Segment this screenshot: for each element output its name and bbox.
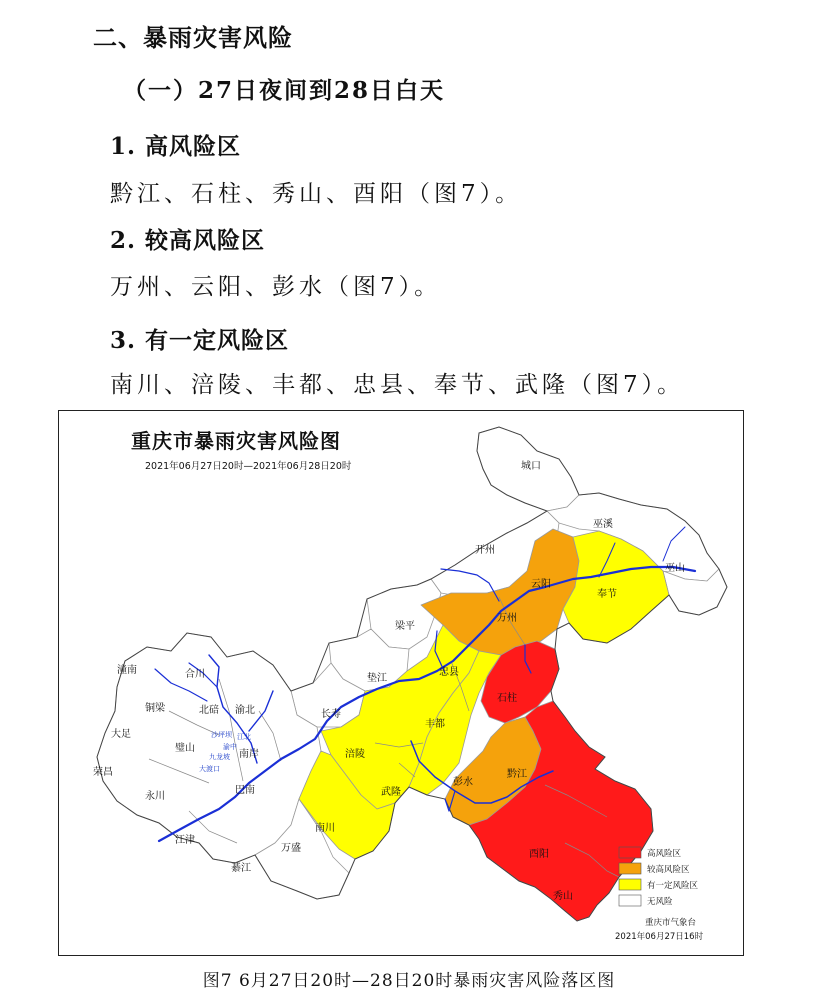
label-qianjiang: 黔江: [507, 769, 527, 780]
label-xiushan: 秀山: [553, 891, 573, 902]
legend-swatch-none: [619, 895, 641, 906]
credit-time: 2021年06月27日16时: [615, 932, 704, 942]
label-chengkou: 城口: [521, 461, 541, 472]
legend-label-high: 高风险区: [647, 849, 682, 859]
label-fengjie: 奉节: [597, 589, 617, 600]
label-yubei: 渝北: [235, 705, 255, 716]
label-beibei: 北碚: [199, 705, 219, 716]
risk-areas-some: 南川、涪陵、丰都、忠县、奉节、武隆（图7）。: [110, 372, 685, 398]
label-zhongxian: 忠县: [439, 667, 459, 678]
subsection-heading: （一）27日夜间到28日白天: [123, 77, 446, 104]
risk-heading-high: 1. 高风险区: [110, 133, 242, 160]
risk-map: [58, 410, 744, 956]
label-fengdu: 丰都: [425, 719, 445, 730]
label-liangping: 梁平: [395, 621, 415, 632]
label-kaizhou: 开州: [475, 545, 495, 556]
figure-caption: 图7 6月27日20时—28日20时暴雨灾害风险落区图: [202, 971, 616, 991]
label-dianjiang: 垫江: [367, 673, 387, 684]
label-tongnan: 潼南: [117, 665, 137, 676]
label-hechuan: 合川: [185, 669, 205, 680]
risk-heading-higher: 2. 较高风险区: [110, 227, 266, 254]
label-fuling: 涪陵: [345, 749, 365, 760]
map-subtitle: 2021年06月27日20时—2021年06月28日20时: [145, 461, 352, 472]
label-wuxi: 巫溪: [593, 519, 613, 530]
label-yuzhong: 渝中: [223, 743, 237, 751]
label-dazu: 大足: [111, 729, 131, 740]
label-jiangjin: 江津: [175, 835, 195, 846]
legend-swatch-some: [619, 879, 641, 890]
label-tongliang: 铜梁: [145, 703, 165, 714]
label-rongchang: 荣昌: [93, 767, 113, 778]
risk-areas-higher: 万州、云阳、彭水（图7）。: [110, 274, 442, 300]
map-title: 重庆市暴雨灾害风险图: [131, 429, 341, 453]
label-jiulongpo: 九龙坡: [209, 753, 230, 761]
label-changshou: 长寿: [321, 709, 341, 720]
label-wulong: 武隆: [381, 787, 401, 798]
label-bishan: 璧山: [175, 743, 195, 754]
risk-map-canvas: [59, 411, 743, 955]
legend-label-none: 无风险: [647, 897, 673, 907]
credit-org: 重庆市气象台: [645, 918, 697, 928]
label-shapingba: 沙坪坝: [211, 731, 232, 739]
label-nanchuan: 南川: [315, 823, 335, 834]
label-yongchuan: 永川: [145, 791, 165, 802]
legend-label-some: 有一定风险区: [647, 881, 699, 891]
label-qijiang: 綦江: [231, 863, 251, 874]
label-jiangbei: 江北: [237, 733, 251, 741]
section-heading: 二、暴雨灾害风险: [93, 23, 293, 52]
risk-areas-high: 黔江、石柱、秀山、酉阳（图7）。: [110, 181, 523, 207]
legend-swatch-high: [619, 847, 641, 858]
label-youyang: 酉阳: [529, 849, 549, 860]
label-wansheng: 万盛: [281, 843, 301, 854]
label-dadukou: 大渡口: [199, 765, 220, 773]
label-pengshui: 彭水: [453, 777, 473, 788]
risk-heading-some: 3. 有一定风险区: [110, 327, 290, 354]
label-wushan: 巫山: [665, 563, 685, 574]
label-nanan: 南岸: [239, 749, 259, 760]
legend: [619, 847, 699, 907]
label-banan: 巴南: [235, 785, 255, 796]
label-shizhu: 石柱: [497, 693, 517, 704]
legend-label-higher: 较高风险区: [647, 865, 690, 875]
label-yunyang: 云阳: [531, 579, 551, 590]
legend-swatch-higher: [619, 863, 641, 874]
label-wanzhou: 万州: [497, 613, 517, 624]
